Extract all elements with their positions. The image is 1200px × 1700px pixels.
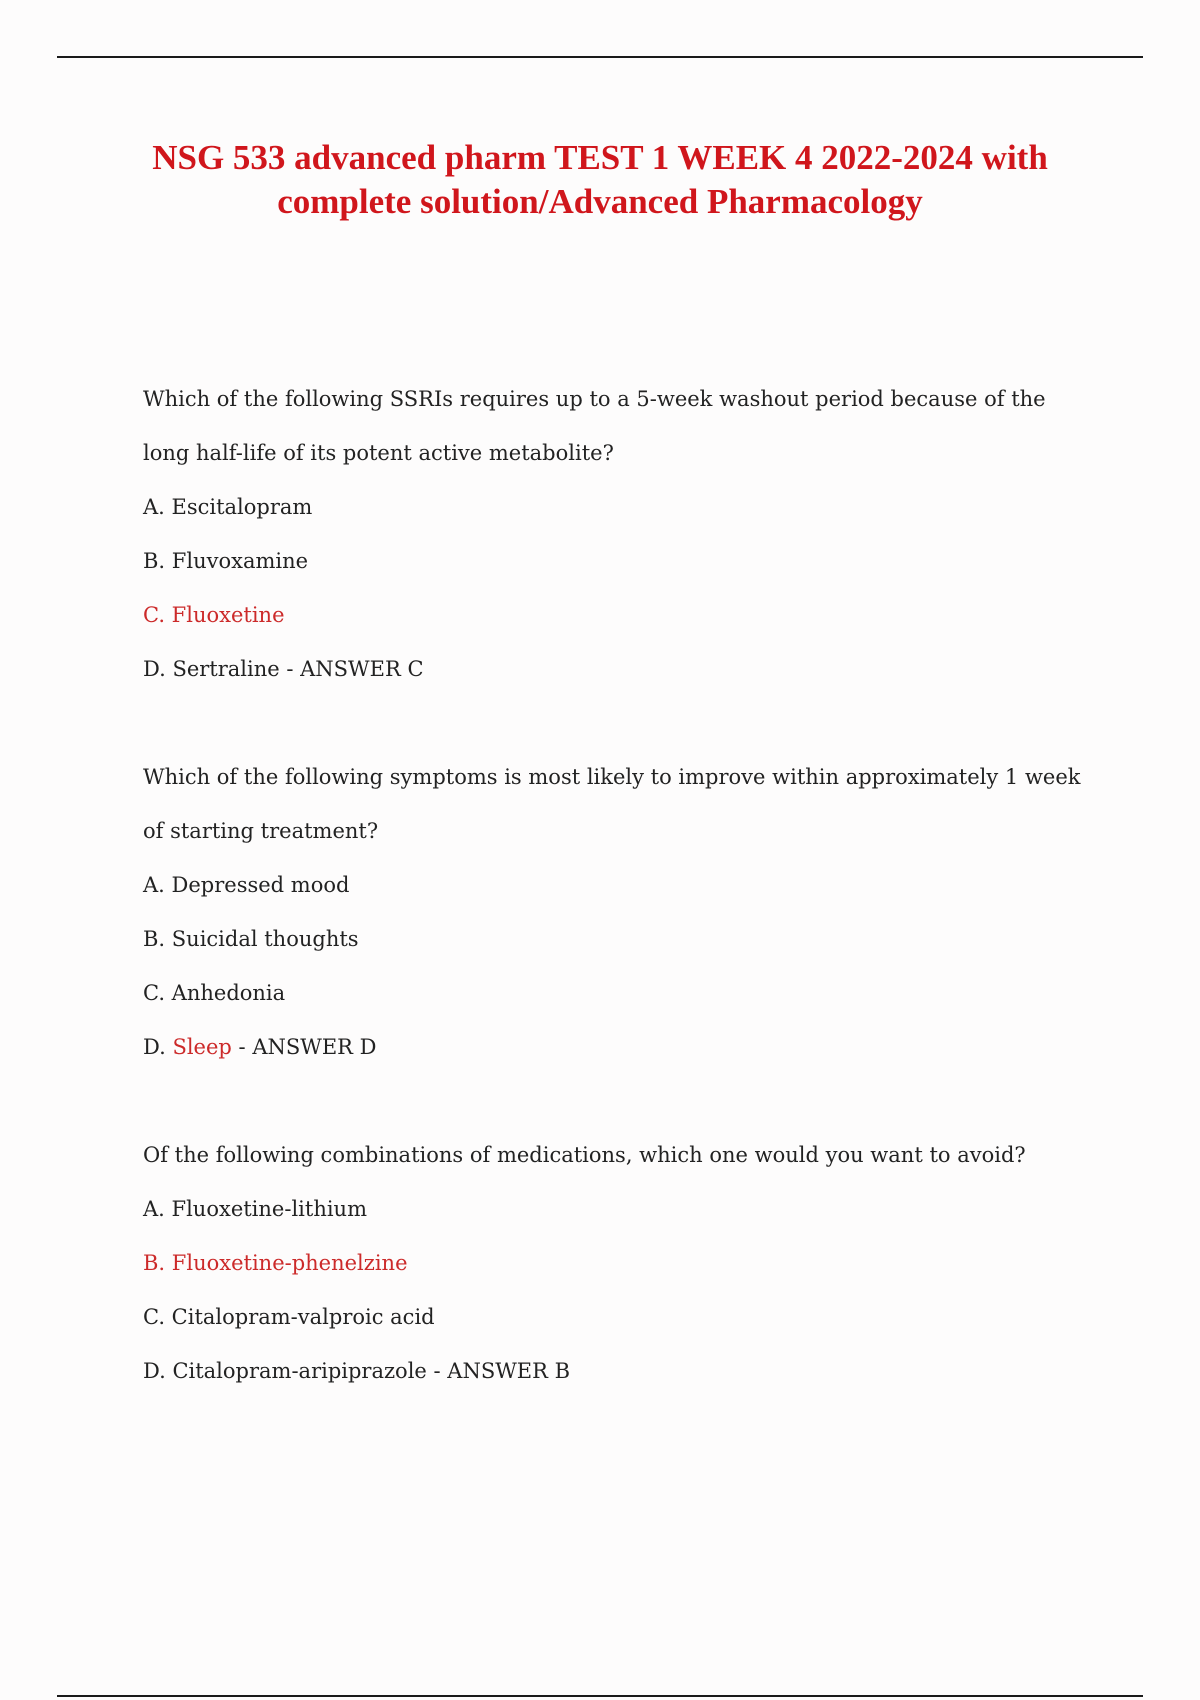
title-line-2: complete solution/Advanced Pharmacology: [277, 182, 923, 221]
top-rule: [57, 56, 1143, 58]
option-d-answer: D. Sertraline - ANSWER C: [143, 657, 424, 681]
question-stem: Which of the following symptoms is most likely to improve within approximately 1 week: [143, 765, 1081, 789]
option-c: C. Anhedonia: [143, 981, 286, 1005]
option-a: A. Fluoxetine-lithium: [143, 1197, 367, 1221]
question-stem: Of the following combinations of medications, which one would you want to avoid?: [143, 1143, 1026, 1167]
option-a: A. Escitalopram: [143, 495, 313, 519]
option-d-prefix: D.: [143, 1035, 166, 1059]
title-line-1: NSG 533 advanced pharm TEST 1 WEEK 4 2022-2024 with: [152, 138, 1048, 177]
option-b-correct: B. Fluoxetine-phenelzine: [143, 1251, 408, 1275]
option-d-answer: D. Citalopram-aripiprazole - ANSWER B: [143, 1359, 571, 1383]
question-stem: Which of the following SSRIs requires up to a 5-week washout period because of the: [143, 387, 1046, 411]
question-1: [143, 376, 1103, 700]
question-stem: long half-life of its potent active metabolite?: [143, 441, 614, 465]
question-3: [143, 1132, 1103, 1402]
question-2: [143, 754, 1103, 1078]
question-stem: of starting treatment?: [143, 819, 379, 843]
bottom-rule: [57, 1695, 1143, 1697]
option-a: A. Depressed mood: [143, 873, 350, 897]
option-d-suffix: - ANSWER D: [238, 1035, 377, 1059]
option-d-correct-highlight: Sleep: [172, 1035, 232, 1059]
document-title: [100, 136, 1100, 224]
question-list: [143, 376, 1103, 1402]
option-b: B. Fluvoxamine: [143, 549, 309, 573]
option-b: B. Suicidal thoughts: [143, 927, 359, 951]
option-c: C. Citalopram-valproic acid: [143, 1305, 435, 1329]
option-d-answer: [143, 1024, 1103, 1078]
option-c-correct: C. Fluoxetine: [143, 603, 285, 627]
